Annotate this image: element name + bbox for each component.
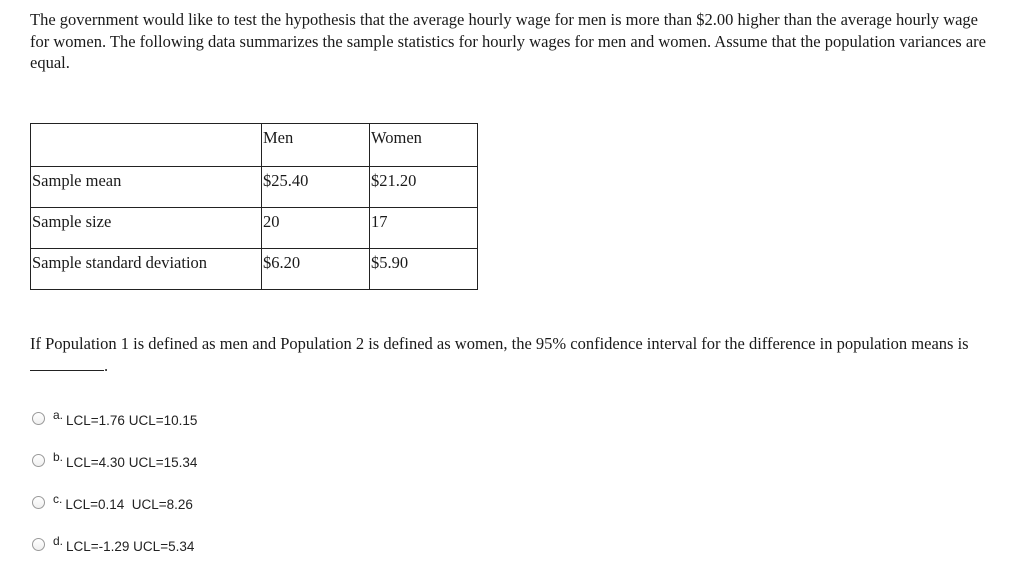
option-c[interactable]: [32, 492, 193, 512]
table-header-women: Women: [370, 124, 478, 167]
option-text-c: LCL=0.14 UCL=8.26: [65, 497, 193, 512]
table-row: [31, 208, 478, 249]
option-letter-b: b.: [53, 450, 64, 464]
cell-men-sample-mean: $25.40: [262, 167, 370, 208]
option-d[interactable]: [32, 534, 194, 554]
radio-button-d[interactable]: [32, 538, 45, 551]
followup-question: [30, 333, 1000, 376]
followup-period: .: [104, 355, 109, 375]
option-letter-d: d.: [53, 534, 64, 548]
row-label-sample-sd: Sample standard deviation: [31, 249, 262, 290]
option-text-d: LCL=-1.29 UCL=5.34: [66, 539, 195, 554]
cell-men-sample-sd: $6.20: [262, 249, 370, 290]
answer-blank: [30, 356, 104, 371]
sample-statistics-table: [30, 123, 478, 290]
question-text: The government would like to test the hypothesis that the average hourly wage for men is more than $2.00 higher than the average hourly wage for women. The following data summarizes the sample statistics for hourly wages for men and women. Assume that the population variances are equal.: [30, 10, 986, 72]
cell-women-sample-sd: $5.90: [370, 249, 478, 290]
table-row: [31, 249, 478, 290]
option-letter-a: a.: [53, 408, 64, 422]
option-letter-c: c.: [53, 492, 63, 506]
radio-button-c[interactable]: [32, 496, 45, 509]
table-header-men: Men: [262, 124, 370, 167]
option-b[interactable]: [32, 450, 197, 470]
row-label-sample-size: Sample size: [31, 208, 262, 249]
table-header-row: [31, 124, 478, 167]
cell-women-sample-mean: $21.20: [370, 167, 478, 208]
table-row: [31, 167, 478, 208]
cell-men-sample-size: 20: [262, 208, 370, 249]
cell-women-sample-size: 17: [370, 208, 478, 249]
option-text-a: LCL=1.76 UCL=10.15: [66, 413, 198, 428]
radio-button-b[interactable]: [32, 454, 45, 467]
option-a[interactable]: [32, 408, 197, 428]
followup-text: If Population 1 is defined as men and Population 2 is defined as women, the 95% confidence interval for the difference in population means is: [30, 334, 969, 353]
row-label-sample-mean: Sample mean: [31, 167, 262, 208]
option-text-b: LCL=4.30 UCL=15.34: [66, 455, 198, 470]
radio-button-a[interactable]: [32, 412, 45, 425]
table-header-empty: [31, 124, 262, 167]
